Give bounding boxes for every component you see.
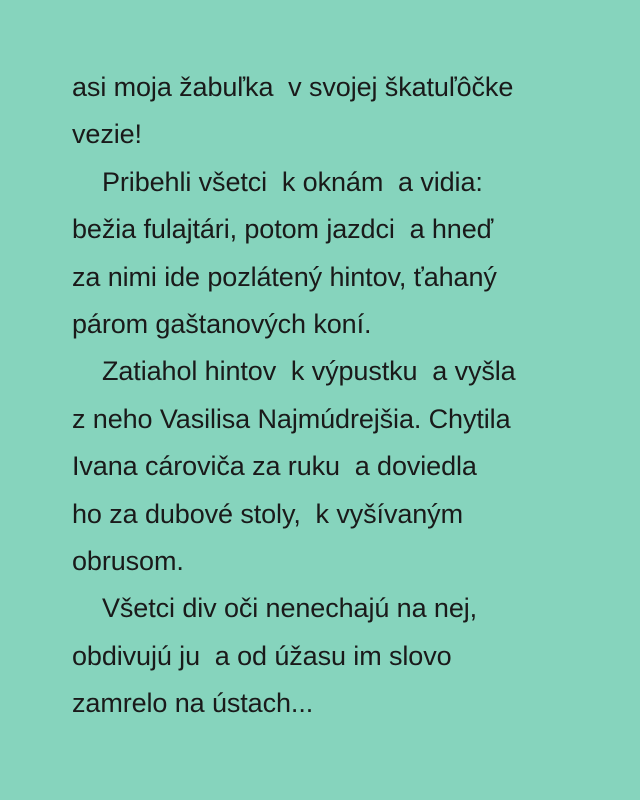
paragraph-start-line: Zatiahol hintov k výpustku a vyšla — [102, 356, 516, 387]
story-text — [72, 64, 612, 728]
text-line: z neho Vasilisa Najmúdrejšia. Chytila — [72, 403, 511, 434]
text-line: obrusom. — [72, 546, 184, 577]
text-line: za nimi ide pozlátený hintov, ťahaný — [72, 261, 497, 292]
text-line: vezie! — [72, 119, 142, 150]
text-line: párom gaštanových koní. — [72, 309, 372, 340]
paragraph-start-line: Pribehli všetci k oknám a vidia: — [102, 166, 483, 197]
text-line: bežia fulajtári, potom jazdci a hneď — [72, 214, 494, 245]
text-line: Ivana cároviča za ruku a doviedla — [72, 451, 477, 482]
text-line: obdivujú ju a od úžasu im slovo — [72, 640, 452, 671]
text-line: zamrelo na ústach... — [72, 688, 314, 719]
text-line: asi moja žabuľka v svojej škatuľôčke — [72, 72, 514, 102]
text-line: ho za dubové stoly, k vyšívaným — [72, 498, 463, 529]
paragraph-start-line: Všetci div oči nenechajú na nej, — [102, 593, 478, 624]
